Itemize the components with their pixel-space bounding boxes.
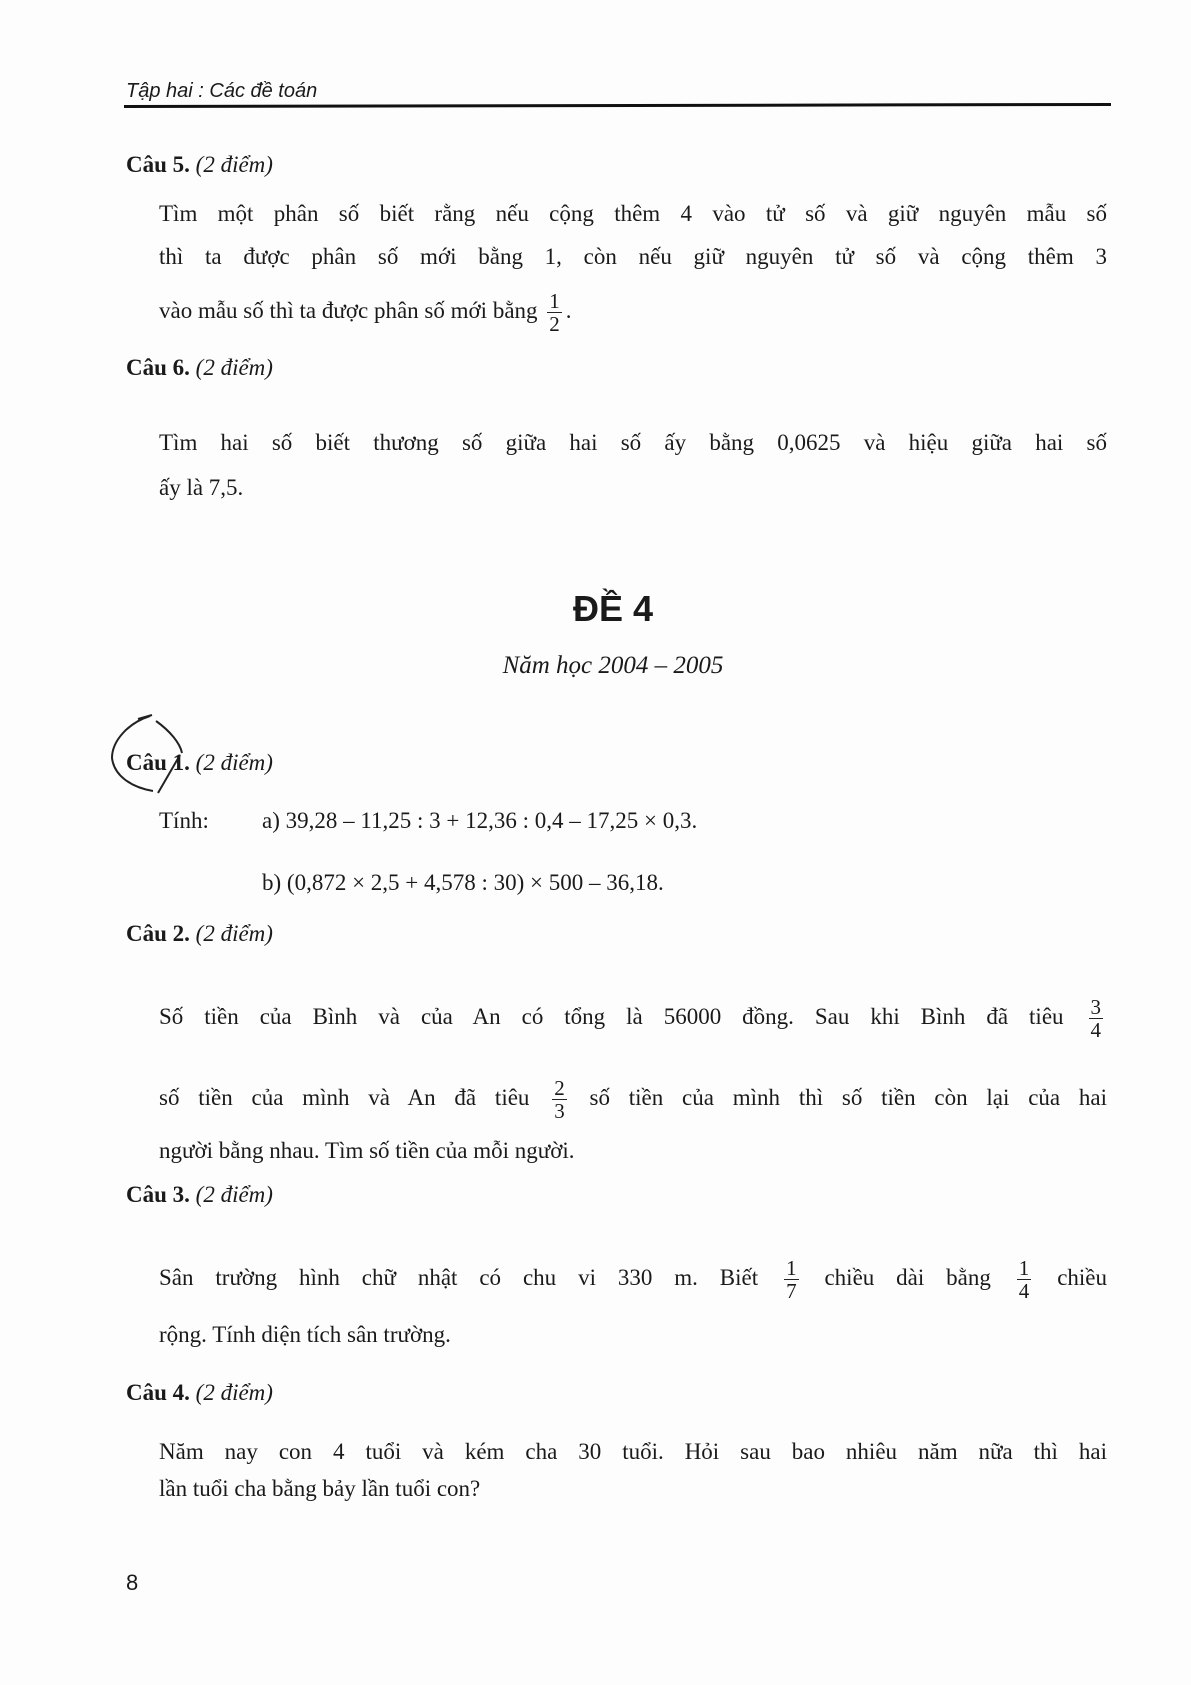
q1-part-a: a) 39,28 – 11,25 : 3 + 12,36 : 0,4 – 17,25 × 0,3. bbox=[262, 808, 698, 833]
fraction bbox=[1089, 996, 1104, 1041]
question-points: (2 điểm) bbox=[195, 1182, 273, 1207]
header-rule bbox=[124, 103, 1111, 108]
text: số tiền của mình thì số tiền còn lại của hai bbox=[589, 1084, 1107, 1110]
q4-line-1: Năm nay con 4 tuổi và kém cha 30 tuổi. Hỏi sau bao nhiêu năm nữa thì hai bbox=[159, 1439, 1107, 1464]
question-points: (2 điểm) bbox=[195, 355, 273, 380]
text: Sân trường hình chữ nhật có chu vi 330 m. Biết bbox=[159, 1264, 759, 1290]
numerator: 1 bbox=[1018, 1256, 1030, 1280]
denominator: 3 bbox=[554, 1099, 565, 1123]
q6-line-2: ấy là 7,5. bbox=[159, 475, 244, 500]
question-points: (2 điểm) bbox=[195, 750, 273, 775]
question-points: (2 điểm) bbox=[195, 152, 273, 177]
denominator: 2 bbox=[549, 312, 560, 336]
q2-line-3: người bằng nhau. Tìm số tiền của mỗi người. bbox=[159, 1138, 575, 1163]
q2-line-1 bbox=[159, 996, 1107, 1041]
question-1-heading bbox=[126, 750, 273, 776]
question-label: Câu 2. bbox=[126, 921, 190, 946]
question-points: (2 điểm) bbox=[195, 1380, 273, 1405]
q4-line-2: lần tuổi cha bằng bảy lần tuổi con? bbox=[159, 1476, 481, 1501]
numerator: 2 bbox=[554, 1076, 565, 1100]
running-header: Tập hai : Các đề toán bbox=[126, 80, 318, 102]
text: số tiền của mình và An đã tiêu bbox=[159, 1084, 530, 1110]
q3-line-1 bbox=[159, 1257, 1107, 1302]
numerator: 3 bbox=[1090, 995, 1101, 1019]
text: chiều bbox=[1057, 1264, 1108, 1290]
fraction bbox=[784, 1257, 799, 1302]
question-label: Câu 3. bbox=[126, 1182, 190, 1207]
denominator: 4 bbox=[1090, 1018, 1101, 1042]
fraction bbox=[547, 290, 562, 335]
page-number: 8 bbox=[126, 1570, 139, 1595]
text: Số tiền của Bình và của An có tổng là 56000 đồng. Sau khi Bình đã tiêu bbox=[159, 1003, 1064, 1029]
text: . bbox=[565, 297, 572, 323]
fraction bbox=[552, 1077, 567, 1122]
question-label: Câu 1. bbox=[126, 750, 190, 775]
numerator: 1 bbox=[786, 1256, 797, 1280]
denominator: 4 bbox=[1018, 1279, 1030, 1303]
fraction bbox=[1017, 1257, 1032, 1302]
question-4-heading bbox=[126, 1380, 273, 1406]
q6-line-1: Tìm hai số biết thương số giữa hai số ấy bằng 0,0625 và hiệu giữa hai số bbox=[159, 430, 1107, 455]
q2-line-2 bbox=[159, 1077, 1107, 1122]
question-points: (2 điểm) bbox=[195, 921, 273, 946]
question-label: Câu 4. bbox=[126, 1380, 190, 1405]
q3-line-2: rộng. Tính diện tích sân trường. bbox=[159, 1322, 451, 1347]
question-label: Câu 6. bbox=[126, 355, 190, 380]
question-6-heading bbox=[126, 355, 273, 381]
question-5-heading bbox=[126, 152, 273, 178]
question-label: Câu 5. bbox=[126, 152, 190, 177]
q5-line-2: thì ta được phân số mới bằng 1, còn nếu giữ nguyên tử số và cộng thêm 3 bbox=[159, 244, 1107, 269]
question-3-heading bbox=[126, 1182, 273, 1208]
q5-line-1: Tìm một phân số biết rằng nếu cộng thêm 4 vào tử số và giữ nguyên mẫu số bbox=[159, 201, 1107, 226]
exam-title: ĐỀ 4 bbox=[572, 588, 654, 629]
q1-prefix: Tính: bbox=[159, 808, 209, 833]
text: vào mẫu số thì ta được phân số mới bằng bbox=[159, 297, 538, 323]
exam-year: Năm học 2004 – 2005 bbox=[502, 652, 724, 679]
question-2-heading bbox=[126, 921, 273, 947]
text: chiều dài bằng bbox=[824, 1264, 991, 1290]
numerator: 1 bbox=[549, 289, 560, 313]
denominator: 7 bbox=[786, 1279, 797, 1303]
q5-line-3 bbox=[159, 290, 1107, 335]
q1-part-b: b) (0,872 × 2,5 + 4,578 : 30) × 500 – 36,18. bbox=[262, 870, 664, 895]
